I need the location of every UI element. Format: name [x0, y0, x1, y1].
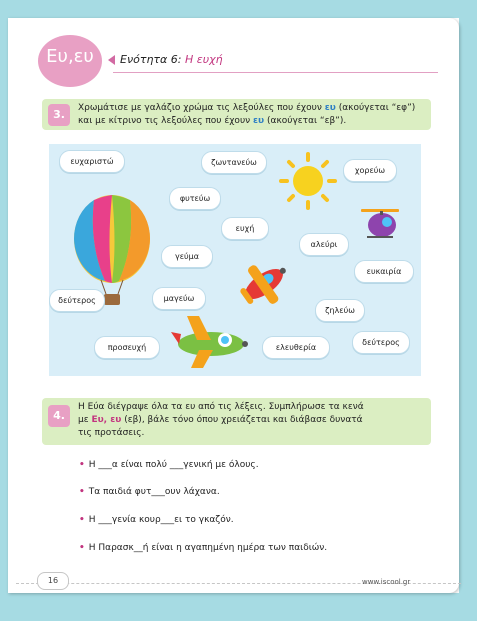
- sentence-text: Η Παρασκ__ή είναι η αγαπημένη ημέρα των παιδιών.: [88, 543, 328, 553]
- bullet-icon: •: [79, 460, 85, 470]
- page-title: Ευ,ευ: [46, 46, 94, 67]
- word-cloud: φυτεύω: [169, 187, 221, 210]
- sentence-text: Τα παιδιά φυτ___ουν λάχανα.: [88, 487, 220, 497]
- exercise-4-instructions: [78, 401, 428, 440]
- instruction-text: (εβ), βάλε τόνο όπου χρειάζεται και διάβασε δυνατά: [121, 415, 363, 425]
- purple-helicopter-icon: [361, 209, 399, 238]
- sun-icon: [281, 154, 335, 208]
- sentence-item: [79, 543, 327, 553]
- page-number: 16: [37, 572, 69, 590]
- exercise-4-number: 4.: [48, 405, 70, 427]
- green-airplane-icon: [171, 316, 248, 368]
- instruction-text: και με κίτρινο τις λεξούλες που έχουν: [78, 116, 254, 126]
- border-bottom: [0, 593, 477, 621]
- unit-title: Η ευχή: [185, 53, 223, 66]
- sentence-text: Η ___α είναι πολύ ___γενική με όλους.: [88, 460, 259, 470]
- bullet-icon: •: [79, 543, 85, 553]
- border-right: [459, 0, 477, 621]
- footer-url[interactable]: www.iscool.gr: [362, 578, 411, 586]
- instruction-text: (ακούγεται “εφ”): [335, 103, 416, 113]
- instruction-text: τις προτάσεις.: [78, 428, 145, 438]
- word-cloud: προσευχή: [94, 336, 160, 359]
- word-cloud: ευχαριστώ: [59, 150, 125, 173]
- sentence-item: [79, 515, 234, 525]
- instruction-text: Χρωμάτισε με γαλάζιο χρώμα τις λεξούλες που έχουν: [78, 103, 325, 113]
- word-cloud: ελευθερία: [262, 336, 330, 359]
- border-top: [0, 0, 477, 18]
- word-cloud: δεύτερος: [352, 331, 410, 354]
- unit-label: Ενότητα 6:: [120, 53, 182, 66]
- highlight-eu: ευ: [253, 116, 265, 126]
- instruction-text: Η Εύα διέγραψε όλα τα ευ από τις λέξεις. Συμπλήρωσε τα κενά: [78, 402, 364, 412]
- word-cloud: μαγεύω: [152, 287, 206, 310]
- word-cloud: ευκαιρία: [354, 260, 414, 283]
- instruction-text: (ακούγεται “εβ”).: [264, 116, 347, 126]
- sky-illustration: [49, 144, 421, 376]
- header-rule: [113, 72, 438, 73]
- word-cloud: ζωντανεύω: [201, 151, 267, 174]
- exercise-3-number: 3.: [48, 104, 70, 126]
- highlight-eu: Ευ, ευ: [91, 415, 122, 425]
- sentence-item: [79, 487, 220, 497]
- bullet-icon: •: [79, 487, 85, 497]
- sentence-item: [79, 460, 259, 470]
- word-cloud: ζηλεύω: [315, 299, 365, 322]
- arrow-left-icon: [108, 55, 115, 65]
- word-cloud: χορεύω: [343, 159, 397, 182]
- word-cloud: αλεύρι: [299, 233, 349, 256]
- red-airplane-icon: [232, 251, 298, 316]
- exercise-3-instructions: [78, 102, 428, 128]
- bullet-icon: •: [79, 515, 85, 525]
- instruction-text: με: [78, 415, 92, 425]
- word-cloud: γεύμα: [161, 245, 213, 268]
- sentence-text: Η ___γενία κουρ___ει το γκαζόν.: [88, 515, 234, 525]
- highlight-eu: ευ: [324, 103, 336, 113]
- word-cloud: ευχή: [221, 217, 269, 240]
- border-left: [0, 0, 8, 621]
- word-cloud: δεύτερος: [49, 289, 105, 312]
